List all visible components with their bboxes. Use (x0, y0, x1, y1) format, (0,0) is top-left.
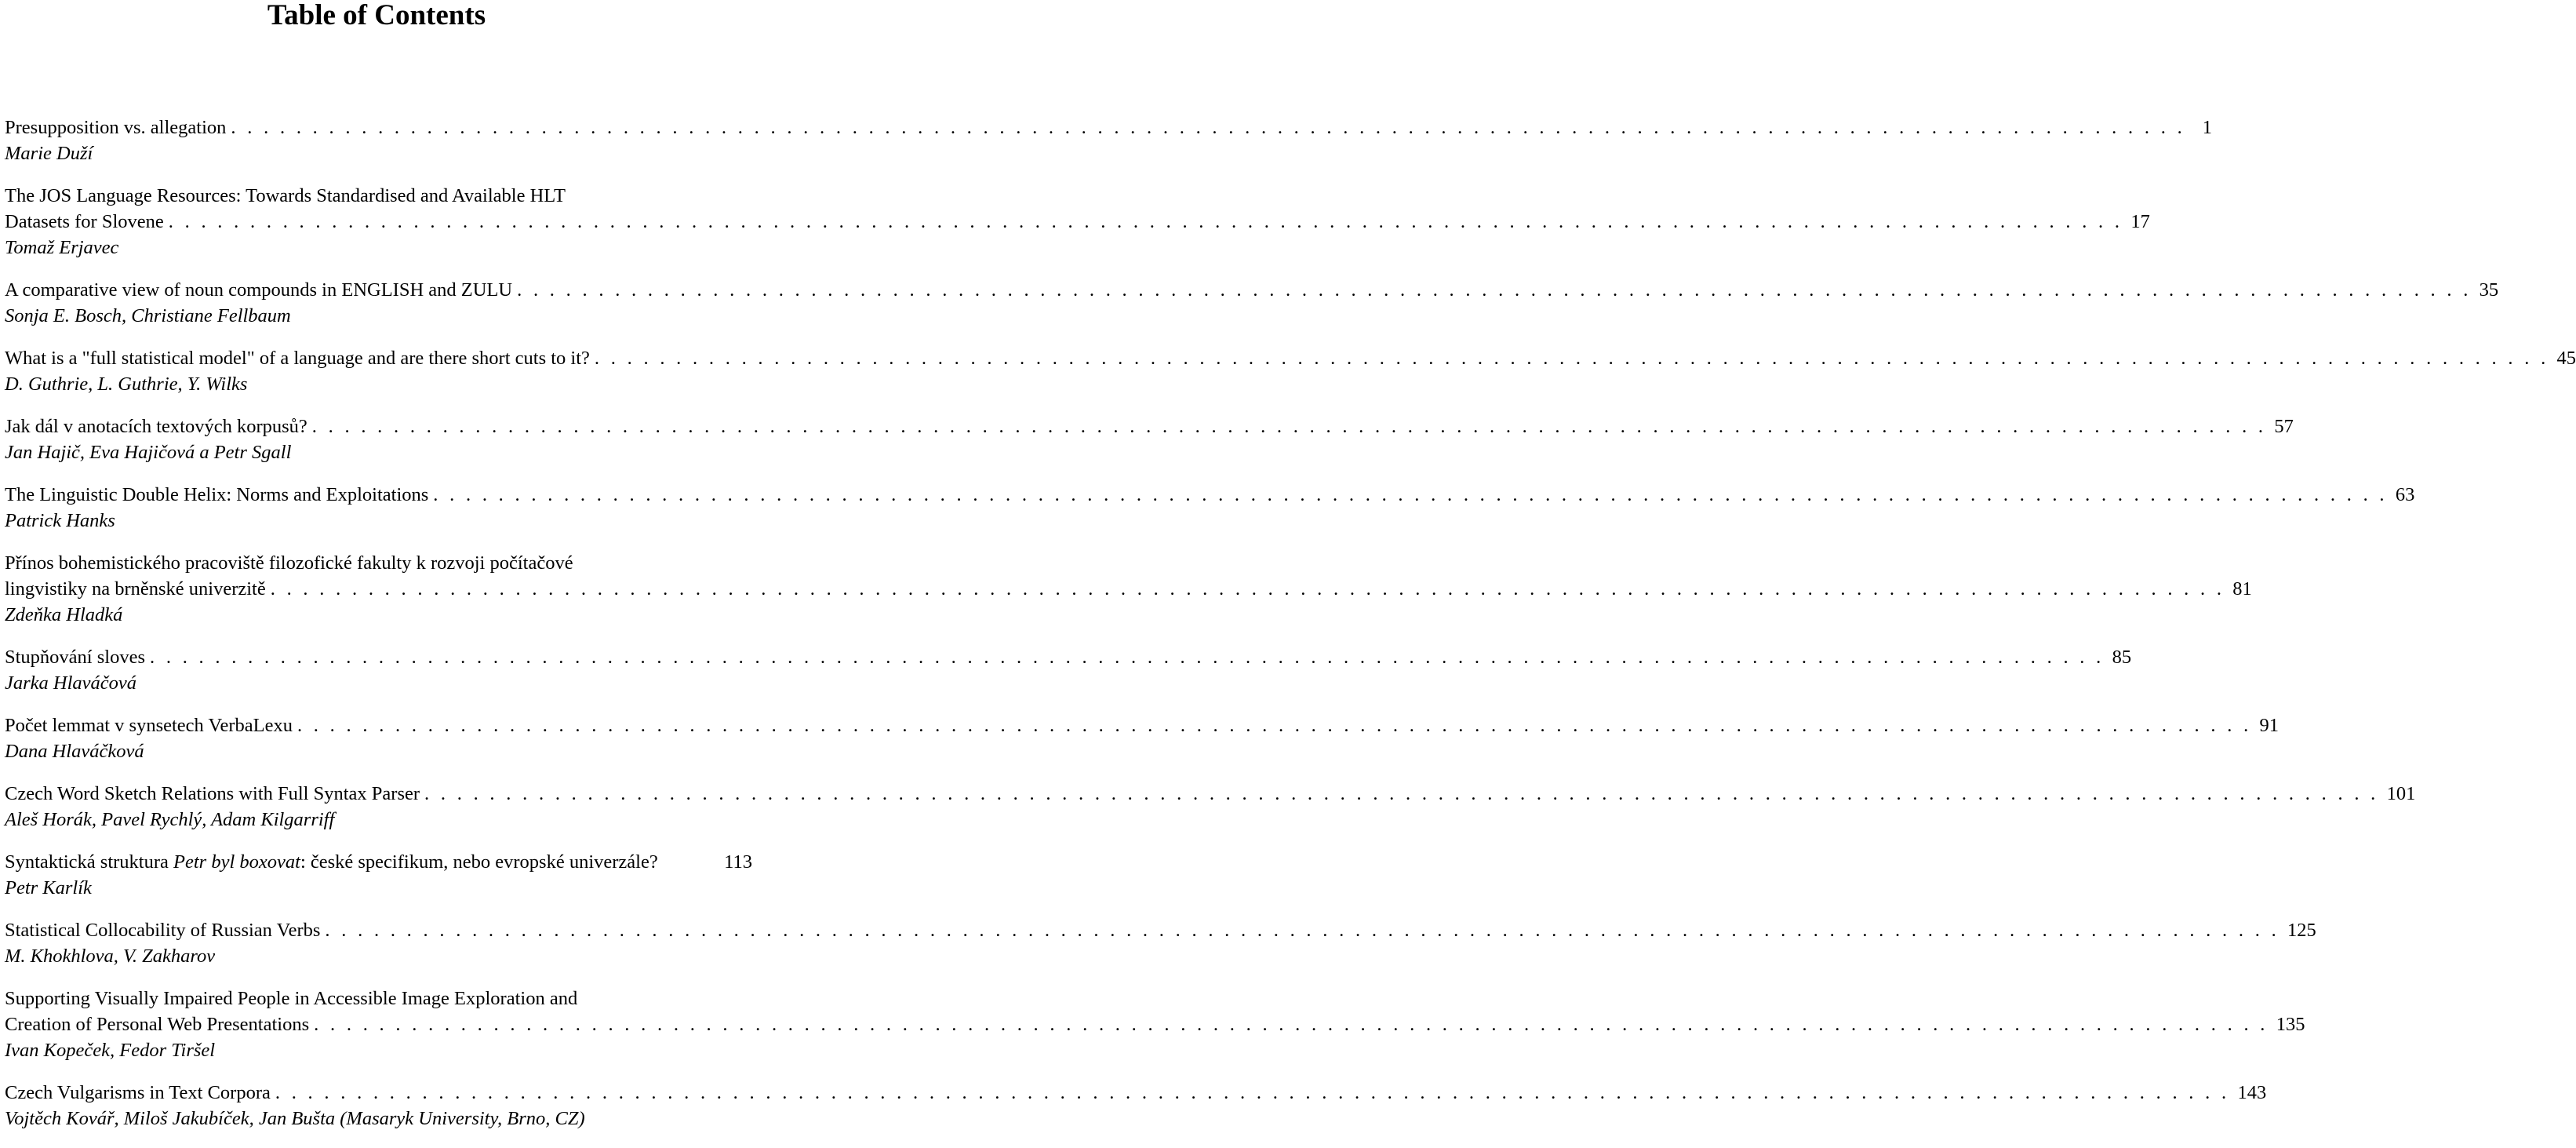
toc-page-number: 125 (2287, 917, 2316, 943)
toc-page-number: 81 (2232, 576, 2252, 602)
toc-page-number: 35 (2480, 277, 2499, 303)
toc-entry-title: The Linguistic Double Helix: Norms and Exploitations (5, 482, 428, 508)
toc-leader-dots: . . . . . . . . . . . . . . . . . . . . . . . . . . . . . . . . . . . . . . . . . . . . . . . . . . . . . . . . . . . . . . . . . . . . . . . . . . . . . . . . . . . . . . . . . . . . . . . . . . . . . . . . . . . . . . . . . . . . . . . . (320, 917, 2287, 943)
toc-entry-authors: Jan Hajič, Eva Hajičová a Petr Sgall (5, 439, 752, 465)
toc-entry-title-italic: Petr byl boxovat (173, 851, 300, 873)
toc-entry (5, 917, 752, 969)
toc-entry (5, 644, 752, 696)
toc-leader-dots: . . . . . . . . . . . . . . . . . . . . . . . . . . . . . . . . . . . . . . . . . . . . . . . . . . . . . . . . . . . . . . . . . . . . . . . . . . . . . . . . . . . . . . . . . . . . . . . . . . . . . . . . . . . . . . . . . . . . . . . . (271, 1080, 2238, 1106)
toc-page-number: 63 (2396, 482, 2415, 508)
toc-entry-title: lingvistiky na brněnské univerzitě (5, 576, 266, 602)
toc-entry-title-row (5, 781, 752, 807)
toc-leader-dots: . . . . . . . . . . . . . . . . . . . . . . . . . . . . . . . . . . . . . . . . . . . . . . . . . . . . . . . . . . . . . . . . . . . . . . . . . . . . . . . . . . . . . . . . . . . . . . . . . . . . . . . . . . . . . . . . . . . . . . . . (145, 644, 2112, 670)
toc-entry (5, 712, 752, 764)
toc-entry (5, 482, 752, 534)
toc-entry-title-row (5, 917, 752, 943)
toc-entry-title: Stupňování sloves (5, 644, 145, 670)
toc-leader-dots: . . . . . . . . . . . . . . . . . . . . . . . . . . . . . . . . . . . . . . . . . . . . . . . . . . . . . . . . . . . . . . . . . . . . . . . . . . . . . . . . . . . . . . . . . . . . . . . . . . . . . . . . . . . . . . . . . . . . . . . . (420, 781, 2387, 807)
toc-entry-title-row (5, 712, 752, 738)
toc-entry-authors: Sonja E. Bosch, Christiane Fellbaum (5, 303, 752, 329)
toc-page-number: 135 (2276, 1011, 2305, 1037)
toc-leader-dots: . . . . . . . . . . . . . . . . . . . . . . . . . . . . . . . . . . . . . . . . . . . . . . . . . . . . . . . . . . . . . . . . . . . . . . . . . . . . . . . . . . . . . . . . . . . . . . . . . . . . . . . . . . . . . . . . . . . . . . . . (307, 414, 2275, 439)
toc-entry-title-row (5, 482, 752, 508)
toc-entry-authors: D. Guthrie, L. Guthrie, Y. Wilks (5, 371, 752, 397)
toc-entry-authors: Petr Karlík (5, 875, 752, 901)
toc-entry-title-part: Syntaktická struktura (5, 851, 173, 873)
toc-leader-dots: . . . . . . . . . . . . . . . . . . . . . . . . . . . . . . . . . . . . . . . . . . . . . . . . . . . . . . . . . . . . . . . . . . . . . . . . . . . . . . . . . . . . . . . . . . . . . . . . . . . . . . . . . . . . . . . . . . . . . . . . (309, 1011, 2276, 1037)
toc-entry (5, 1080, 752, 1132)
page-title: Table of Contents (0, 0, 753, 33)
toc-page-number: 91 (2260, 712, 2279, 738)
toc-entry-title: Czech Vulgarisms in Text Corpora (5, 1080, 271, 1106)
toc-page-number: 85 (2112, 644, 2132, 670)
toc-entry-title-row (5, 1011, 752, 1037)
toc-entry-title-row (5, 849, 752, 875)
toc-entry-authors: Dana Hlaváčková (5, 738, 752, 764)
toc-entry-title: Statistical Collocability of Russian Verbs (5, 917, 320, 943)
toc-entry-title: Jak dál v anotacích textových korpusů? (5, 414, 307, 439)
toc-entry (5, 986, 752, 1063)
toc-entry-title-row (5, 414, 752, 439)
toc-entry-title-row (5, 115, 752, 140)
toc-entry-title: Presupposition vs. allegation (5, 115, 226, 140)
toc-page-number: 143 (2237, 1080, 2266, 1106)
toc-entry-title: Počet lemmat v synsetech VerbaLexu (5, 712, 293, 738)
toc-entry-authors: Tomaž Erjavec (5, 235, 752, 261)
toc-page-number: 1 (2193, 115, 2212, 140)
toc-entry-title-row (5, 277, 752, 303)
document-page (0, 0, 753, 1132)
toc-entry-title: What is a "full statistical model" of a language and are there short cuts to it? (5, 345, 590, 371)
toc-entry-title-row (5, 209, 752, 235)
toc-page-number: 113 (724, 849, 752, 875)
toc-page-number: 101 (2387, 781, 2416, 807)
toc-page-number: 57 (2274, 414, 2294, 439)
toc-entry-authors: Vojtěch Kovář, Miloš Jakubíček, Jan Bušta (Masaryk University, Brno, CZ) (5, 1106, 752, 1132)
toc-entry-authors: Ivan Kopeček, Fedor Tiršel (5, 1037, 752, 1063)
toc-entry-title-row (5, 644, 752, 670)
toc-entry-title-row (5, 1080, 752, 1106)
toc-leader-dots: . . . . . . . . . . . . . . . . . . . . . . . . . . . . . . . . . . . . . . . . . . . . . . . . . . . . . . . . . . . . . . . . . . . . . . . . . . . . . . . . . . . . . . . . . . . . . . . . . . . . . . . . . . . . . . . . . . . . . . . . (512, 277, 2480, 303)
toc-leader-dots: . . . . . . . . . . . . . . . . . . . . . . . . . . . . . . . . . . . . . . . . . . . . . . . . . . . . . . . . . . . . . . . . . . . . . . . . . . . . . . . . . . . . . . . . . . . . . . . . . . . . . . . . . . . . . . . . . . . . . . . . (266, 576, 2233, 602)
toc-entry-title (5, 849, 658, 875)
toc-entry-title: Creation of Personal Web Presentations (5, 1011, 309, 1037)
toc-entry (5, 550, 752, 628)
table-of-contents (5, 115, 752, 1148)
toc-entry-title-row (5, 345, 752, 371)
toc-entry-title-line: The JOS Language Resources: Towards Standardised and Available HLT (5, 183, 752, 209)
toc-entry-title: Czech Word Sketch Relations with Full Syntax Parser (5, 781, 420, 807)
toc-entry (5, 849, 752, 901)
toc-entry-title-part: : české specifikum, nebo evropské univerzále? (300, 851, 658, 873)
toc-entry-authors: Aleš Horák, Pavel Rychlý, Adam Kilgarriff (5, 807, 752, 833)
toc-entry (5, 183, 752, 261)
toc-entry-title-line: Supporting Visually Impaired People in Accessible Image Exploration and (5, 986, 752, 1011)
toc-entry (5, 781, 752, 833)
toc-entry (5, 115, 752, 166)
toc-entry (5, 345, 752, 397)
toc-entry-title-line: Přínos bohemistického pracoviště filozofické fakulty k rozvoji počítačové (5, 550, 752, 576)
toc-leader-dots: . . . . . . . . . . . . . . . . . . . . . . . . . . . . . . . . . . . . . . . . . . . . . . . . . . . . . . . . . . . . . . . . . . . . . . . . . . . . . . . . . . . . . . . . . . . . . . . . . . . . . . . . . . . . . . . . . . . . . . . . (226, 115, 2193, 140)
toc-entry-authors: Marie Duží (5, 140, 752, 166)
toc-leader-dots: . . . . . . . . . . . . . . . . . . . . . . . . . . . . . . . . . . . . . . . . . . . . . . . . . . . . . . . . . . . . . . . . . . . . . . . . . . . . . . . . . . . . . . . . . . . . . . . . . . . . . . . . . . . . . . . . . . . . . . . . (293, 712, 2260, 738)
toc-entry-authors: Zdeňka Hladká (5, 602, 752, 628)
toc-entry-authors: M. Khokhlova, V. Zakharov (5, 943, 752, 969)
toc-entry-title: Datasets for Slovene (5, 209, 164, 235)
toc-entry-title: A comparative view of noun compounds in ENGLISH and ZULU (5, 277, 512, 303)
toc-entry (5, 414, 752, 465)
toc-leader-dots: . . . . . . . . . . . . . . . . . . . . . . . . . . . . . . . . . . . . . . . . . . . . . . . . . . . . . . . . . . . . . . . . . . . . . . . . . . . . . . . . . . . . . . . . . . . . . . . . . . . . . . . . . . . . . . . . . . . . . . . . (590, 345, 2557, 371)
toc-entry-title-row (5, 576, 752, 602)
toc-entry-authors: Jarka Hlaváčová (5, 670, 752, 696)
toc-page-number: 45 (2557, 345, 2576, 371)
toc-leader-dots: . . . . . . . . . . . . . . . . . . . . . . . . . . . . . . . . . . . . . . . . . . . . . . . . . . . . . . . . . . . . . . . . . . . . . . . . . . . . . . . . . . . . . . . . . . . . . . . . . . . . . . . . . . . . . . . . . . . . . . . . (428, 482, 2396, 508)
toc-page-number: 17 (2130, 209, 2150, 235)
toc-entry-authors: Patrick Hanks (5, 508, 752, 534)
toc-entry (5, 277, 752, 329)
toc-leader-dots: . . . . . . . . . . . . . . . . . . . . . . . . . . . . . . . . . . . . . . . . . . . . . . . . . . . . . . . . . . . . . . . . . . . . . . . . . . . . . . . . . . . . . . . . . . . . . . . . . . . . . . . . . . . . . . . . . . . . . . . . (164, 209, 2131, 235)
